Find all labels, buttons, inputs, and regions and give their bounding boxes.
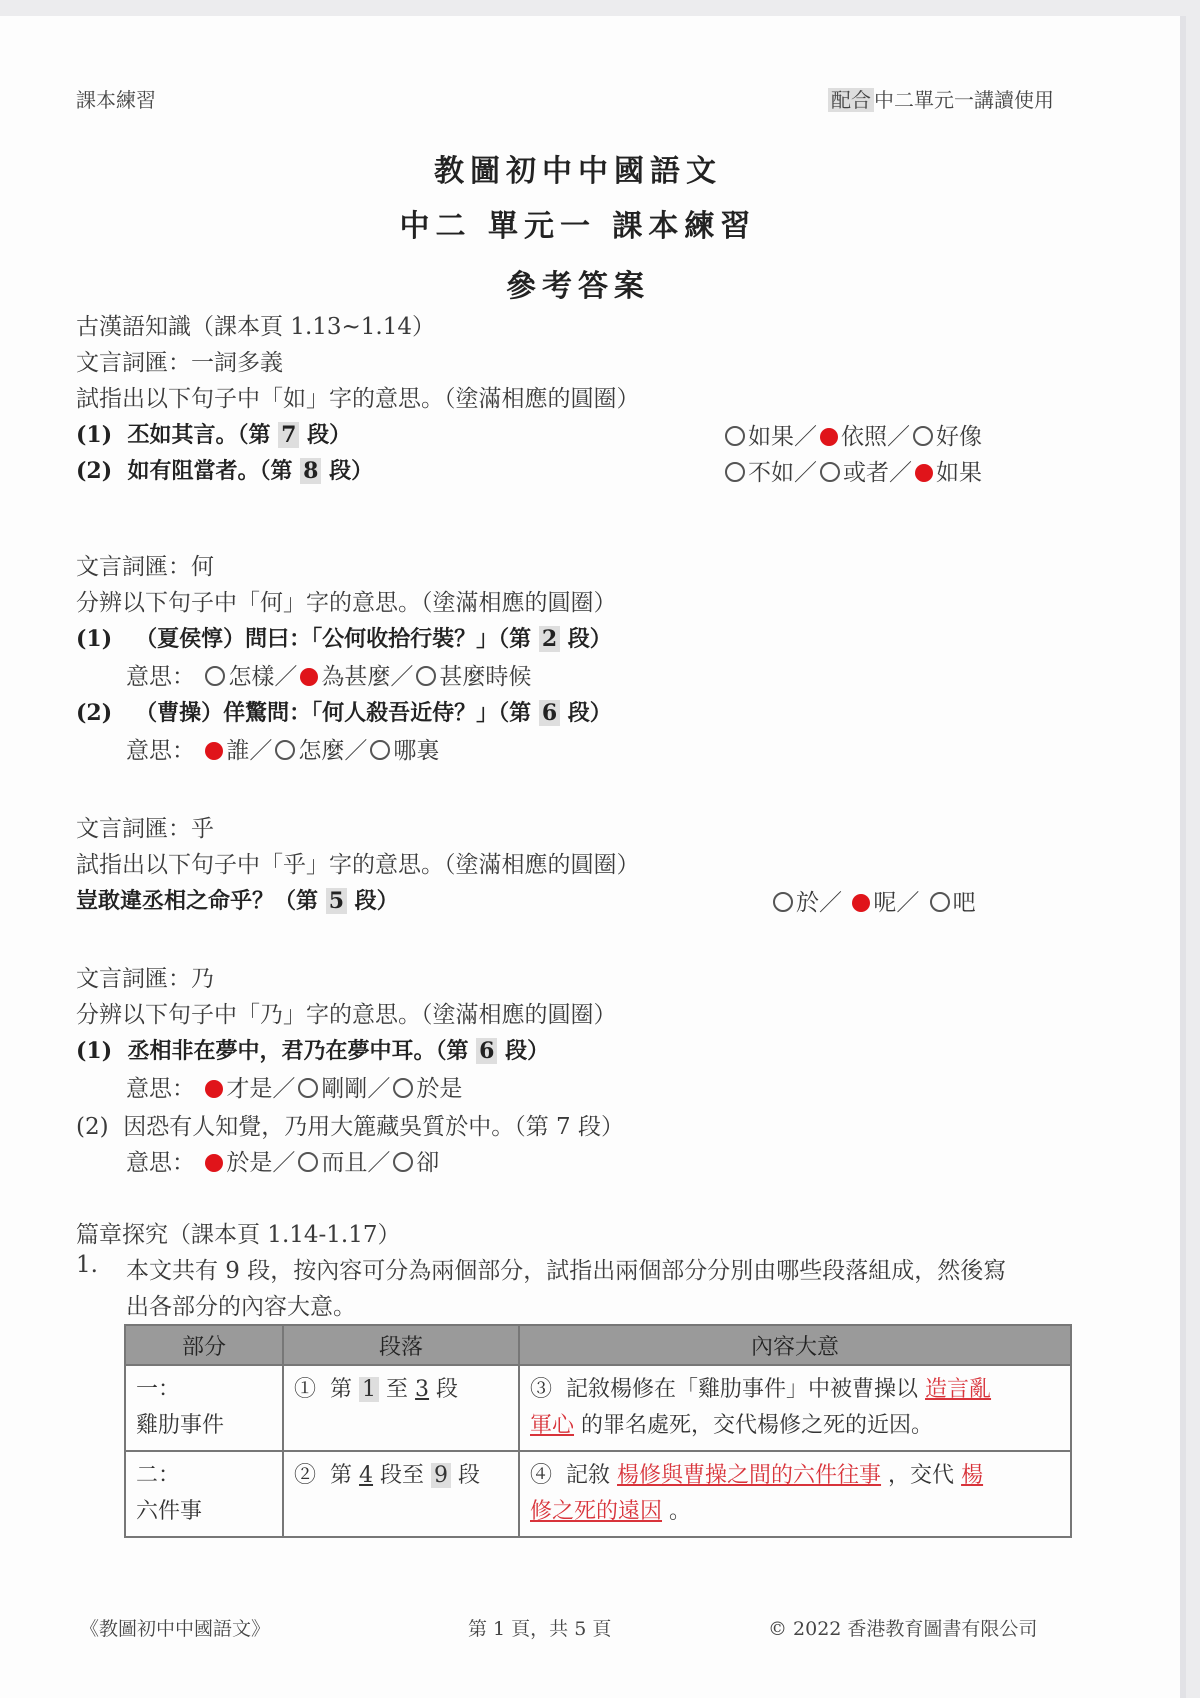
- circled-number: ③: [530, 1377, 553, 1402]
- radio-empty-icon[interactable]: [205, 666, 225, 686]
- sub-heading: 文言詞匯：乎: [76, 816, 214, 842]
- header-right-text: 中二單元一講讀使用: [874, 88, 1054, 112]
- radio-empty-icon[interactable]: [416, 666, 436, 686]
- footer-page-number: 第 1 頁，共 5 頁: [468, 1618, 612, 1640]
- table-row: [125, 1365, 1071, 1451]
- question-text: 豈敢違丞相之命乎？（第: [76, 888, 319, 914]
- sub-heading: 文言詞匯：一詞多義: [76, 350, 283, 376]
- question-3: [76, 622, 612, 653]
- question-end: 段）: [505, 1038, 550, 1064]
- meaning-label: 意思：: [126, 738, 195, 764]
- question-text: 丕如其言。（第: [127, 422, 271, 448]
- radio-filled-icon[interactable]: [300, 668, 318, 686]
- section-heading: 篇章探究（課本頁 1.14-1.17）: [76, 1222, 401, 1248]
- radio-empty-icon[interactable]: [930, 892, 950, 912]
- option-label: 不如／: [748, 460, 817, 486]
- table-cell-summary: [519, 1451, 1071, 1537]
- option-label: 怎麼／: [298, 738, 368, 764]
- question-number: 1.: [76, 1252, 98, 1278]
- option-label: 吧: [952, 890, 976, 916]
- question-number: (1): [76, 626, 113, 652]
- instruction: 試指出以下句子中「如」字的意思。（塗滿相應的圓圈）: [76, 386, 640, 412]
- question-number: (2): [76, 1114, 109, 1140]
- options-q7: [126, 1144, 439, 1177]
- paragraph-number: 5: [326, 888, 347, 914]
- circled-number: ①: [294, 1377, 317, 1402]
- radio-filled-icon[interactable]: [915, 464, 933, 482]
- option-label: 甚麼時候: [439, 664, 532, 690]
- question-4: [76, 696, 612, 727]
- question-text: （夏侯惇）問曰：「公何收拾行裝？」（第: [135, 626, 532, 652]
- paragraph-number: 1: [359, 1377, 379, 1402]
- question-6: [76, 1034, 549, 1065]
- instruction: 分辨以下句子中「何」字的意思。（塗滿相應的圓圈）: [76, 590, 617, 616]
- question-text: 因恐有人知覺，乃用大簏藏吳質於中。（第 7 段）: [123, 1114, 624, 1140]
- question-end: 段）: [567, 626, 612, 652]
- question-text: 丞相非在夢中，君乃在夢中耳。（第: [127, 1038, 469, 1064]
- section-heading: 古漢語知識（課本頁 1.13~1.14）: [76, 314, 436, 340]
- text: 第: [330, 1377, 353, 1402]
- title-line-1: 教圖初中中國語文: [434, 154, 722, 189]
- sub-heading: 文言詞匯：乃: [76, 966, 214, 992]
- question-7: [76, 1108, 624, 1141]
- options-q5: [770, 884, 976, 917]
- title-line-3: 參考答案: [506, 269, 650, 304]
- option-label: 為甚麼／: [321, 664, 414, 690]
- text: ，交代: [888, 1463, 955, 1488]
- table-cell-paragraphs: [283, 1451, 519, 1537]
- document-page: [0, 16, 1186, 1698]
- paragraph-number: 2: [539, 626, 560, 652]
- option-label: 剛剛／: [321, 1076, 391, 1102]
- answer-text: 楊修與曹操之間的六件往事: [617, 1463, 882, 1488]
- table-header: 段落: [283, 1325, 519, 1365]
- table-header: 內容大意: [519, 1325, 1071, 1365]
- table-header-row: [125, 1325, 1071, 1365]
- radio-filled-icon[interactable]: [820, 428, 838, 446]
- radio-empty-icon[interactable]: [275, 740, 295, 760]
- options-q1: [722, 418, 982, 451]
- paragraph-number: 9: [431, 1463, 451, 1488]
- option-label: 依照／: [841, 424, 910, 450]
- meaning-label: 意思：: [126, 1076, 195, 1102]
- question-number: (1): [76, 422, 113, 448]
- part-label: 二：: [136, 1463, 181, 1488]
- option-label: 好像: [936, 424, 982, 450]
- answer-paragraph: 3: [415, 1377, 430, 1402]
- part-title: 六件事: [136, 1499, 203, 1524]
- options-q2: [722, 454, 982, 487]
- text: 。: [669, 1499, 692, 1524]
- option-label: 於是／: [226, 1150, 296, 1176]
- answer-table: [124, 1324, 1072, 1538]
- table-cell-paragraphs: [283, 1365, 519, 1451]
- meaning-label: 意思：: [126, 1150, 195, 1176]
- radio-empty-icon[interactable]: [725, 462, 745, 482]
- table-cell-summary: [519, 1365, 1071, 1451]
- option-label: 如果: [936, 460, 982, 486]
- question-text: 如有阻當者。（第: [127, 458, 293, 484]
- table-cell-part: [125, 1365, 283, 1451]
- option-label: 於／: [796, 890, 842, 916]
- radio-filled-icon[interactable]: [205, 1154, 223, 1172]
- option-label: 才是／: [226, 1076, 296, 1102]
- radio-empty-icon[interactable]: [298, 1152, 318, 1172]
- footer-left: 《教圖初中中國語文》: [80, 1618, 271, 1640]
- answer-text: 軍心: [530, 1413, 575, 1438]
- part-title: 雞肋事件: [136, 1413, 225, 1438]
- paragraph-number: 6: [476, 1038, 497, 1064]
- table-header: 部分: [125, 1325, 283, 1365]
- option-label: 或者／: [843, 460, 912, 486]
- instruction: 分辨以下句子中「乃」字的意思。（塗滿相應的圓圈）: [76, 1002, 617, 1028]
- table-cell-part: [125, 1451, 283, 1537]
- question-number: (2): [76, 458, 113, 484]
- options-q3: [126, 658, 531, 691]
- question-1: [76, 418, 351, 449]
- radio-filled-icon[interactable]: [852, 894, 870, 912]
- header-right-highlight: 配合: [828, 88, 874, 112]
- footer-copyright: © 2022 香港教育圖書有限公司: [768, 1618, 1038, 1640]
- radio-filled-icon[interactable]: [205, 1080, 223, 1098]
- option-label: 怎樣／: [228, 664, 298, 690]
- circled-number: ②: [294, 1463, 317, 1488]
- question-5: [76, 884, 399, 915]
- question-end: 段）: [354, 888, 399, 914]
- option-label: 於是: [416, 1076, 463, 1102]
- radio-empty-icon[interactable]: [370, 740, 390, 760]
- text: 段: [458, 1463, 481, 1488]
- question-number: (1): [76, 1038, 113, 1064]
- question-text: （曹操）佯驚問：「何人殺吾近侍？」（第: [135, 700, 532, 726]
- table-row: [125, 1451, 1071, 1537]
- option-label: 呢／: [873, 890, 920, 916]
- question-end: 段）: [329, 458, 374, 484]
- meaning-label: 意思：: [126, 664, 195, 690]
- option-label: 如果／: [748, 424, 817, 450]
- sub-heading: 文言詞匯：何: [76, 554, 214, 580]
- paragraph-number: 8: [300, 458, 321, 484]
- question-text: 出各部分的內容大意。: [126, 1294, 356, 1320]
- text: 段至: [380, 1463, 425, 1488]
- question-end: 段）: [567, 700, 612, 726]
- question-number: (2): [76, 700, 113, 726]
- answer-text: 造言亂: [925, 1377, 992, 1402]
- radio-empty-icon[interactable]: [393, 1078, 413, 1098]
- radio-empty-icon[interactable]: [725, 426, 745, 446]
- option-label: 卻: [416, 1150, 440, 1176]
- question-end: 段）: [307, 422, 352, 448]
- title-line-2: 中二 單元一 課本練習: [399, 209, 757, 244]
- text: 記敘楊修在「雞肋事件」中被曹操以: [566, 1377, 919, 1402]
- radio-empty-icon[interactable]: [393, 1152, 413, 1172]
- question-2: [76, 454, 373, 485]
- header-right: [828, 84, 1054, 113]
- radio-empty-icon[interactable]: [773, 892, 793, 912]
- answer-paragraph: 4: [359, 1463, 374, 1488]
- paragraph-number: 7: [278, 422, 299, 448]
- option-label: 誰／: [226, 738, 273, 764]
- text: 記敘: [566, 1463, 611, 1488]
- text: 第: [330, 1463, 353, 1488]
- radio-filled-icon[interactable]: [205, 742, 223, 760]
- part-label: 一：: [136, 1377, 181, 1402]
- option-label: 哪裏: [393, 738, 440, 764]
- paragraph-number: 6: [539, 700, 560, 726]
- text: 段: [436, 1377, 459, 1402]
- question-text: 本文共有 9 段，按內容可分為兩個部分，試指出兩個部分分別由哪些段落組成，然後寫: [126, 1258, 1007, 1284]
- answer-text: 修之死的遠因: [530, 1499, 663, 1524]
- options-q4: [126, 732, 439, 765]
- radio-empty-icon[interactable]: [820, 462, 840, 482]
- text: 的罪名處死，交代楊修之死的近因。: [581, 1413, 934, 1438]
- options-q6: [126, 1070, 462, 1103]
- text: 至: [386, 1377, 409, 1402]
- radio-empty-icon[interactable]: [298, 1078, 318, 1098]
- answer-text: 楊: [961, 1463, 984, 1488]
- radio-empty-icon[interactable]: [913, 426, 933, 446]
- option-label: 而且／: [321, 1150, 391, 1176]
- instruction: 試指出以下句子中「乎」字的意思。（塗滿相應的圓圈）: [76, 852, 640, 878]
- header-left: 課本練習: [76, 88, 156, 112]
- circled-number: ④: [530, 1463, 553, 1488]
